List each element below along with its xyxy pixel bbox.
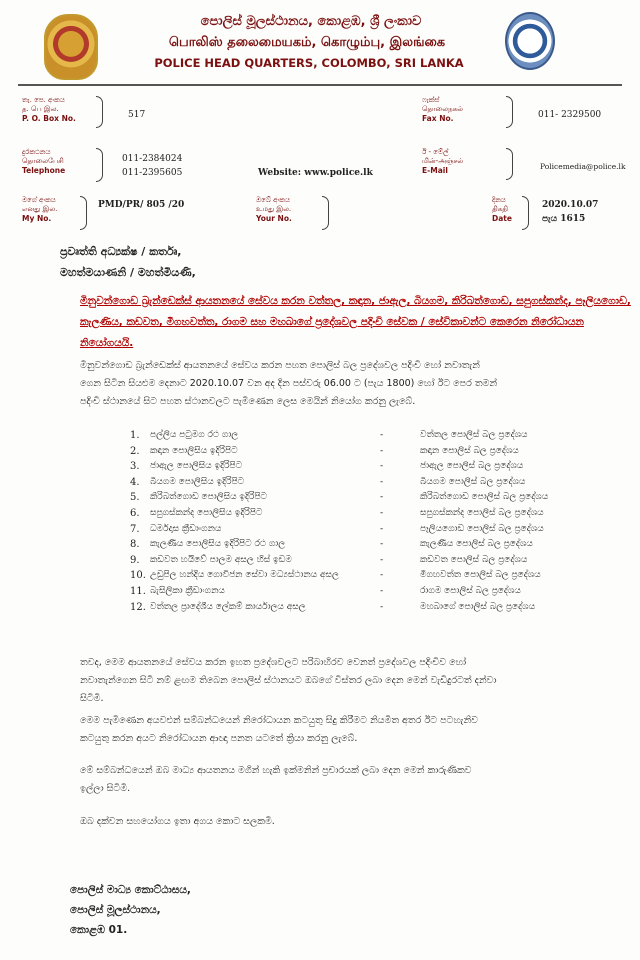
fax-value: 011- 2329500 <box>538 110 602 120</box>
location-number: 12. <box>130 601 146 613</box>
location-item <box>130 508 620 523</box>
header-sinhala: පොලිස් මූලස්ථානය, කොළඹ, ශ්‍රී ලංකාව <box>200 14 422 29</box>
date-value: 2020.10.07 <box>542 200 599 210</box>
email-value: Policemedia@police.lk <box>540 162 626 171</box>
yourno-label: ඔබේ අංකය உமது இல. Your No. <box>256 196 292 223</box>
location-division: සපුගස්කන්ද පොලිස් බල ප්‍රදේශය <box>420 508 544 518</box>
myno-value: PMD/PR/ 805 /20 <box>98 200 185 210</box>
location-dash: - <box>380 539 384 550</box>
paragraph-5: ඔබ දක්වන සහයෝගය ඉතා අගය කොට සලකමි. <box>80 816 275 827</box>
location-item <box>130 539 620 554</box>
location-place: කිරිබත්ගොඩ පොලිසිය ඉදිරිපිට <box>150 492 268 503</box>
location-division: රාගම පොලිස් බල ප්‍රදේශය <box>420 586 521 596</box>
location-place: කැලණිය පොලිසිය ඉදිරිපිට රථ ගාල <box>150 539 286 550</box>
location-division: ජාඇල පොලිස් බල ප්‍රදේශය <box>420 461 524 472</box>
location-dash: - <box>380 570 384 581</box>
signature-line-3: කොළඹ 01. <box>70 924 128 936</box>
date-label: දිනය திகதி Date <box>492 196 512 223</box>
brace <box>96 148 103 182</box>
brace <box>80 196 87 230</box>
location-item <box>130 461 620 476</box>
location-dash: - <box>380 554 384 565</box>
location-division: කඩවත පොලිස් බල ප්‍රදේශය <box>420 554 528 565</box>
location-division: කඳාන පොලිස් බල ප්‍රදේශය <box>420 445 519 456</box>
location-place: කඩවත හයිවේ පාලම අසල හිස් ඉඩම <box>150 554 292 565</box>
police-logo-icon <box>505 12 555 70</box>
location-item <box>130 524 620 539</box>
location-place: බියගම පොලිසිය ඉදිරිපිට <box>150 476 245 487</box>
location-number: 1. <box>130 430 140 441</box>
location-item <box>130 430 620 445</box>
location-place: ධර්මදාස ක්‍රීඩාංගනය <box>150 523 222 534</box>
intro-paragraph: මිනුවන්ගොඩ බ්‍රැන්ඩෙක්ස් ආයතනයේ සේවය කරන පහත පොලිස් බල ප්‍රදේශවල පදිංචි හෝ නවාතැන් ගෙන සිටින සියළුම දෙනාට 2020.10.07 වන අද දින පස්වරු 06.00 ට (පැය 1800) හෝ ඊට පෙර තමන් පදිංචි ස්ථානයේ සිට පහත ස්ථානවලට පැමිණෙන ලෙස මෙයින් නියෝග කරනු ලැබේ. <box>80 360 498 407</box>
paragraph-3: මෙම පැමිණෙන අයවළුන් සම්බන්ධයෙන් නිරෝධායන කටයුතු සිදු කිරීමට නියමිත අතර ඊට පටහැනිව කටයුතු කරන අයට නිරෝධායන ආඥා පනත යටතේ ක්‍රියා කරනු ලැබේ. <box>80 715 478 744</box>
location-division: මහබාගේ පොලිස් බල ප්‍රදේශය <box>420 601 536 612</box>
location-item <box>130 492 620 507</box>
location-item <box>130 586 620 601</box>
brace <box>96 96 103 128</box>
location-number: 5. <box>130 492 140 504</box>
location-dash: - <box>380 430 384 440</box>
signature-line-1: පොලිස් මාධ්‍ය කොට්ඨාසය, <box>70 884 191 896</box>
page-time-value: පැය 1615 <box>542 214 586 224</box>
location-number: 9. <box>130 554 140 566</box>
location-number: 6. <box>130 508 140 519</box>
location-item <box>130 555 620 570</box>
location-division: වත්තල පොලිස් බල ප්‍රදේශය <box>420 430 528 440</box>
brace <box>506 148 513 180</box>
location-place: උඩුපිල හන්දිය ගොවිජන සේවා මධ්‍යස්ථානය අසල <box>150 570 339 581</box>
location-item <box>130 446 620 461</box>
location-division: කැලණිය පොලිස් බල ප්‍රදේශය <box>420 539 533 550</box>
subject-heading: මිනුවන්ගොඩ බ්‍රැන්ඩෙක්ස් ආයතනයේ සේවය කරන වත්තල, කඳාන, ජාඇල, බියගම, කිරිබත්ගොඩ, සපුගස්කන්ද, පෑලියගොඩ, කැලණිය, කඩවත, මීගහවත්ත, රාගම සහ මහබාගේ ප්‍රදේශවල පදිංචි සේවක / සේවිකාවන්ට කෙරෙන නිරෝධායන නියෝගයයි. <box>80 295 631 349</box>
email-label: ඊ - මේල් மின்-அஞ்சல் E-Mail <box>422 148 464 175</box>
location-number: 3. <box>130 461 140 473</box>
signature-line-2: පොලිස් මූලස්ථානය, <box>70 904 161 916</box>
location-dash: - <box>380 523 384 534</box>
paragraph-4: මේ සම්බන්ධයෙන් ඔබ මාධ්‍ය ආයතනය මගින් හැකි ඉක්මනින් ප්‍රචාරයක් ලබා දෙන මෙන් කාරුණිකව ඉල්ලා සිටිමි. <box>80 765 472 794</box>
telephone-value-1: 011-2384024 <box>122 154 183 164</box>
myno-label: මගේ අංකය எனது இல. My No. <box>22 196 58 223</box>
location-dash: - <box>380 476 384 487</box>
brace <box>506 96 513 128</box>
location-dash: - <box>380 601 384 612</box>
location-place: සපුගස්කන්ද පොලිසිය ඉදිරිපිට <box>150 508 263 518</box>
location-dash: - <box>380 445 384 456</box>
salutation-line-2: මහත්මයාණනි / මහත්මියණි, <box>60 266 196 279</box>
telephone-value-2: 011-2395605 <box>122 168 183 178</box>
location-place: ජාඇල පොලිසිය ඉදිරිපිට <box>150 461 243 472</box>
brace <box>322 196 329 230</box>
header-english: POLICE HEAD QUARTERS, COLOMBO, SRI LANKA <box>154 56 464 70</box>
location-item <box>130 602 620 617</box>
telephone-label: දුරකථනය தொலைபேசி Telephone <box>22 148 66 175</box>
paragraph-2: තවද, මෙම ආයතනයේ සේවය කරන ඉහත ප්‍රදේශවලට පරිබාහිරව වෙනත් ප්‍රදේශවල පදිංචිව හෝ නවාතැන්ගෙන සිටී නම් ළඟම තිබෙන පොලිස් ස්ථානයට ඔබගේ විස්තර ලබා දෙන මෙන් වැඩිදුරටත් දන්වා සිටිමි. <box>80 657 497 704</box>
pobox-label: තැ. පෙ. අංකය த. பெ இல. P. O. Box No. <box>22 96 76 123</box>
location-place: කඳාන පොලිසිය ඉදිරිපිට <box>150 445 238 456</box>
location-dash: - <box>380 461 384 472</box>
location-division: බියගම පොලිස් බල ප්‍රදේශය <box>420 476 526 487</box>
location-number: 11. <box>130 586 146 597</box>
fax-label: ෆැක්ස් தொலைநகல் Fax No. <box>422 96 463 123</box>
location-place: පල්ලිය පටුමග රථ ගාල <box>150 430 239 440</box>
location-division: මීගහවත්ත පොලිස් බල ප්‍රදේශය <box>420 570 541 581</box>
location-number: 4. <box>130 476 140 488</box>
location-number: 7. <box>130 523 140 535</box>
pobox-value: 517 <box>128 110 146 120</box>
location-dash: - <box>380 586 384 596</box>
header-tamil: பொலிஸ் தலைமையகம், கொழும்பு, இலங்கை <box>168 35 446 50</box>
website: Website: www.police.lk <box>258 168 373 178</box>
location-division: පෑලියගොඩ පොලිස් බල ප්‍රදේශය <box>420 523 544 534</box>
location-number: 2. <box>130 445 140 457</box>
location-division: කිරිබත්ගොඩ පොලිස් බල ප්‍රදේශය <box>420 492 549 503</box>
header-divider <box>18 84 622 86</box>
brace <box>522 196 529 230</box>
location-dash: - <box>380 492 384 503</box>
sri-lanka-emblem-icon <box>44 14 98 80</box>
location-place: බැසිලිකා ක්‍රීඩාංගනය <box>150 586 225 596</box>
location-dash: - <box>380 508 384 518</box>
location-item <box>130 570 620 585</box>
salutation-line-1: ප්‍රවෘත්ති අධ්‍යක්ෂ / කර්තෘ, <box>60 245 182 258</box>
location-item <box>130 477 620 492</box>
location-number: 8. <box>130 539 140 551</box>
location-number: 10. <box>130 570 146 582</box>
location-place: වත්තල ප්‍රාදේශීය ලේකම් කාර්යාලය අසල <box>150 601 306 612</box>
